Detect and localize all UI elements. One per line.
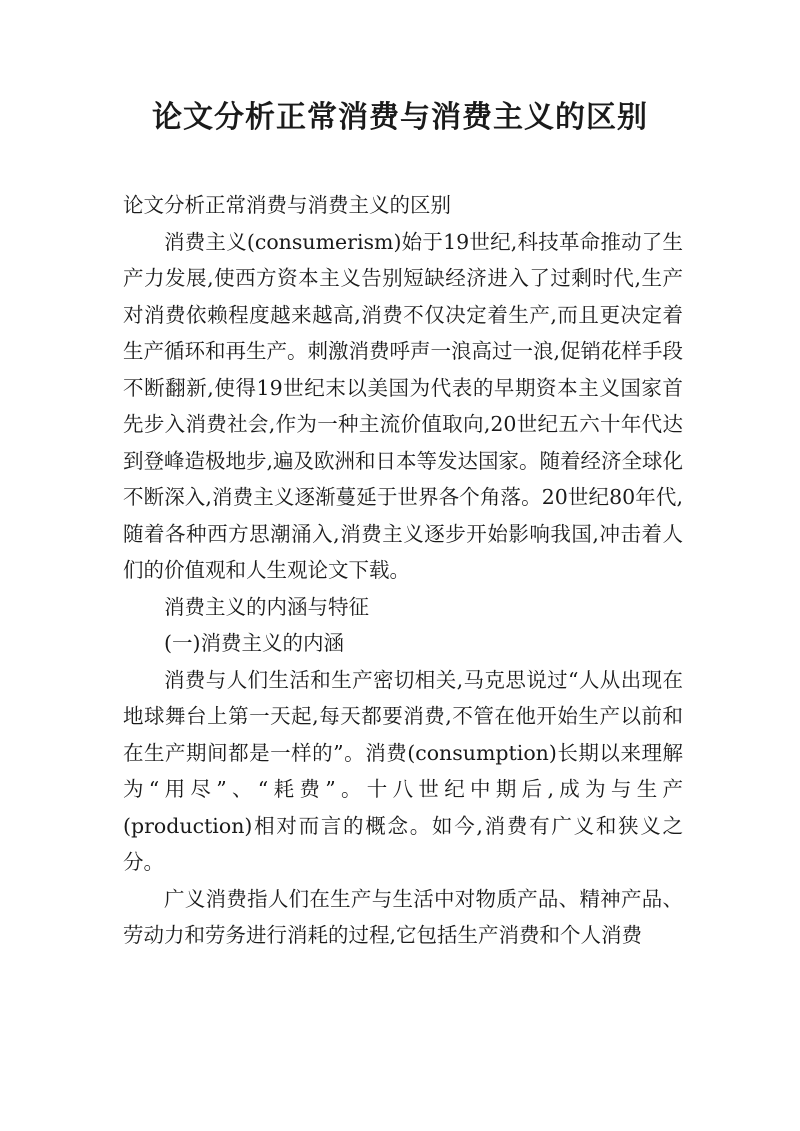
section-heading: 消费主义的内涵与特征: [164, 594, 369, 619]
subtitle-line: 论文分析正常消费与消费主义的区别: [123, 193, 451, 217]
paragraph-broad-consumption: 广义消费指人们在生产与生活中对物质产品、精神产品、劳动力和劳务进行消耗的过程,它包括生产消费和个人消费: [123, 886, 683, 947]
subsection-heading: (一)消费主义的内涵: [164, 631, 344, 655]
document-body: [123, 187, 683, 954]
paragraph-intro: 消费主义(consumerism)始于19世纪,科技革命推动了生产力发展,使西方资本主义告别短缺经济进入了过剩时代,生产对消费依赖程度越来越高,消费不仅决定着生产,而且更决定着生产循环和再生产。刺激消费呼声一浪高过一浪,促销花样手段不断翻新,使得19世纪末以美国为代表的早期资本主义国家首先步入消费社会,作为一种主流价值取向,20世纪五六十年代达到登峰造极地步,遍及欧洲和日本等发达国家。随着经济全球化不断深入,消费主义逐渐蔓延于世界各个角落。20世纪80年代,随着各种西方思潮涌入,消费主义逐步开始影响我国,冲击着人们的价值观和人生观论文下载。: [123, 229, 684, 582]
document-title: 论文分析正常消费与消费主义的区别: [152, 100, 648, 135]
paragraph-consumption: 消费与人们生活和生产密切相关,马克思说过“人从出现在地球舞台上第一天起,每天都要消费,不管在他开始生产以前和在生产期间都是一样的”。消费(consumption)长期以来理解为“用尽”、“耗费”。十八世纪中期后,成为与生产(production)相对而言的概念。如今,消费有广义和狭义之分。: [123, 667, 683, 874]
